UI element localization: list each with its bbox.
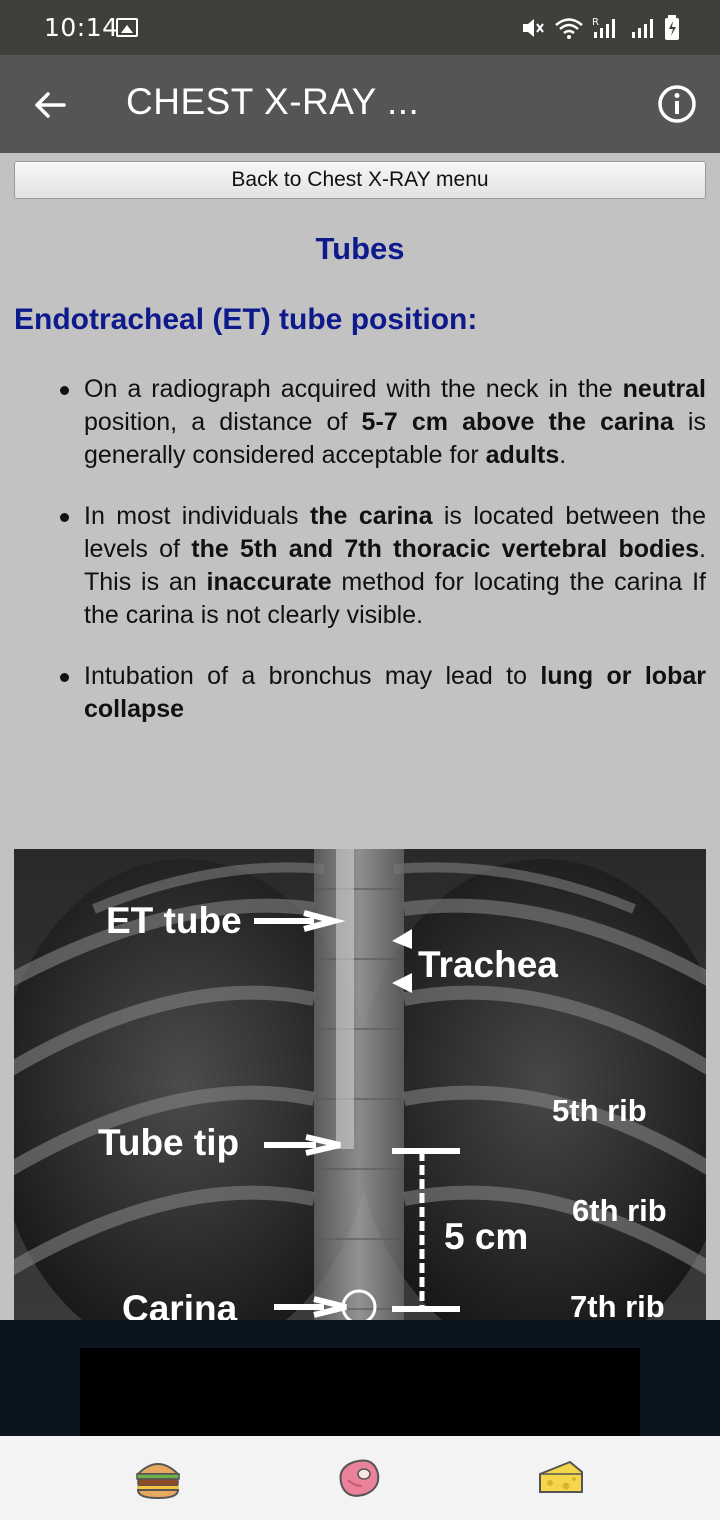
bullet-list	[84, 373, 706, 754]
text-run: In most individuals	[84, 502, 310, 530]
text-run: method for locating the carina If the carina is not clearly visible.	[84, 568, 706, 629]
bold-text: 5-7 cm above the carina	[361, 408, 674, 436]
label-6th-rib: 6th rib	[572, 1193, 667, 1228]
text-run: is located between the levels of	[84, 502, 706, 563]
wifi-icon	[554, 16, 584, 40]
text-run: position, a distance of	[84, 408, 362, 436]
subheading: Endotracheal (ET) tube position:	[14, 303, 478, 336]
info-icon[interactable]	[656, 83, 698, 125]
bullet-item	[84, 500, 706, 632]
page-title: CHEST X-RAY ...	[126, 81, 420, 122]
xray-illustration	[14, 849, 706, 1320]
gallery-notification-icon	[116, 18, 138, 37]
burger-icon[interactable]	[133, 1456, 183, 1500]
meat-icon[interactable]	[334, 1456, 384, 1500]
mute-icon	[520, 16, 546, 40]
battery-icon	[664, 15, 680, 41]
text-run: .	[559, 441, 567, 469]
bold-text: lung or lobar collapse	[84, 662, 706, 723]
arrow-left-icon	[34, 91, 66, 119]
content-area	[0, 153, 720, 1320]
cheese-icon[interactable]	[536, 1456, 586, 1500]
label-5th-rib: 5th rib	[552, 1093, 647, 1128]
back-to-menu-button[interactable]: Back to Chest X-RAY menu	[14, 161, 706, 199]
bold-text: neutral	[622, 375, 706, 403]
chest-xray-image	[14, 849, 706, 1320]
text-run: On a radiograph acquired with the neck in the	[84, 375, 623, 403]
label-carina: Carina	[122, 1288, 238, 1320]
signal-2-icon	[630, 16, 656, 40]
app-bar	[0, 55, 720, 153]
bottom-navigation	[0, 1436, 720, 1520]
status-time: 10:14	[44, 13, 119, 42]
text-run: is generally considered acceptable for	[84, 408, 706, 469]
status-icons	[520, 14, 680, 42]
section-title: Tubes	[315, 231, 405, 266]
text-run: Intubation of a bronchus may lead to	[84, 662, 541, 690]
bullet-item	[84, 660, 706, 726]
svg-text:R: R	[592, 17, 599, 28]
ad-banner-area	[0, 1320, 720, 1436]
status-bar	[0, 0, 720, 55]
label-trachea: Trachea	[418, 944, 558, 985]
text-run: . This is an	[84, 535, 706, 596]
bold-text: the 5th and 7th thoracic vertebral bodies	[191, 535, 700, 563]
bold-text: inaccurate	[206, 568, 332, 596]
label-tube-tip: Tube tip	[98, 1122, 240, 1163]
label-5cm: 5 cm	[444, 1216, 529, 1257]
bold-text: the carina	[309, 502, 433, 530]
signal-icon	[592, 16, 622, 40]
back-button[interactable]	[30, 85, 70, 125]
bullet-item	[84, 373, 706, 472]
label-et-tube: ET tube	[106, 900, 242, 941]
label-7th-rib: 7th rib	[570, 1289, 665, 1320]
ad-banner[interactable]	[80, 1348, 640, 1436]
bold-text: adults	[485, 441, 560, 469]
